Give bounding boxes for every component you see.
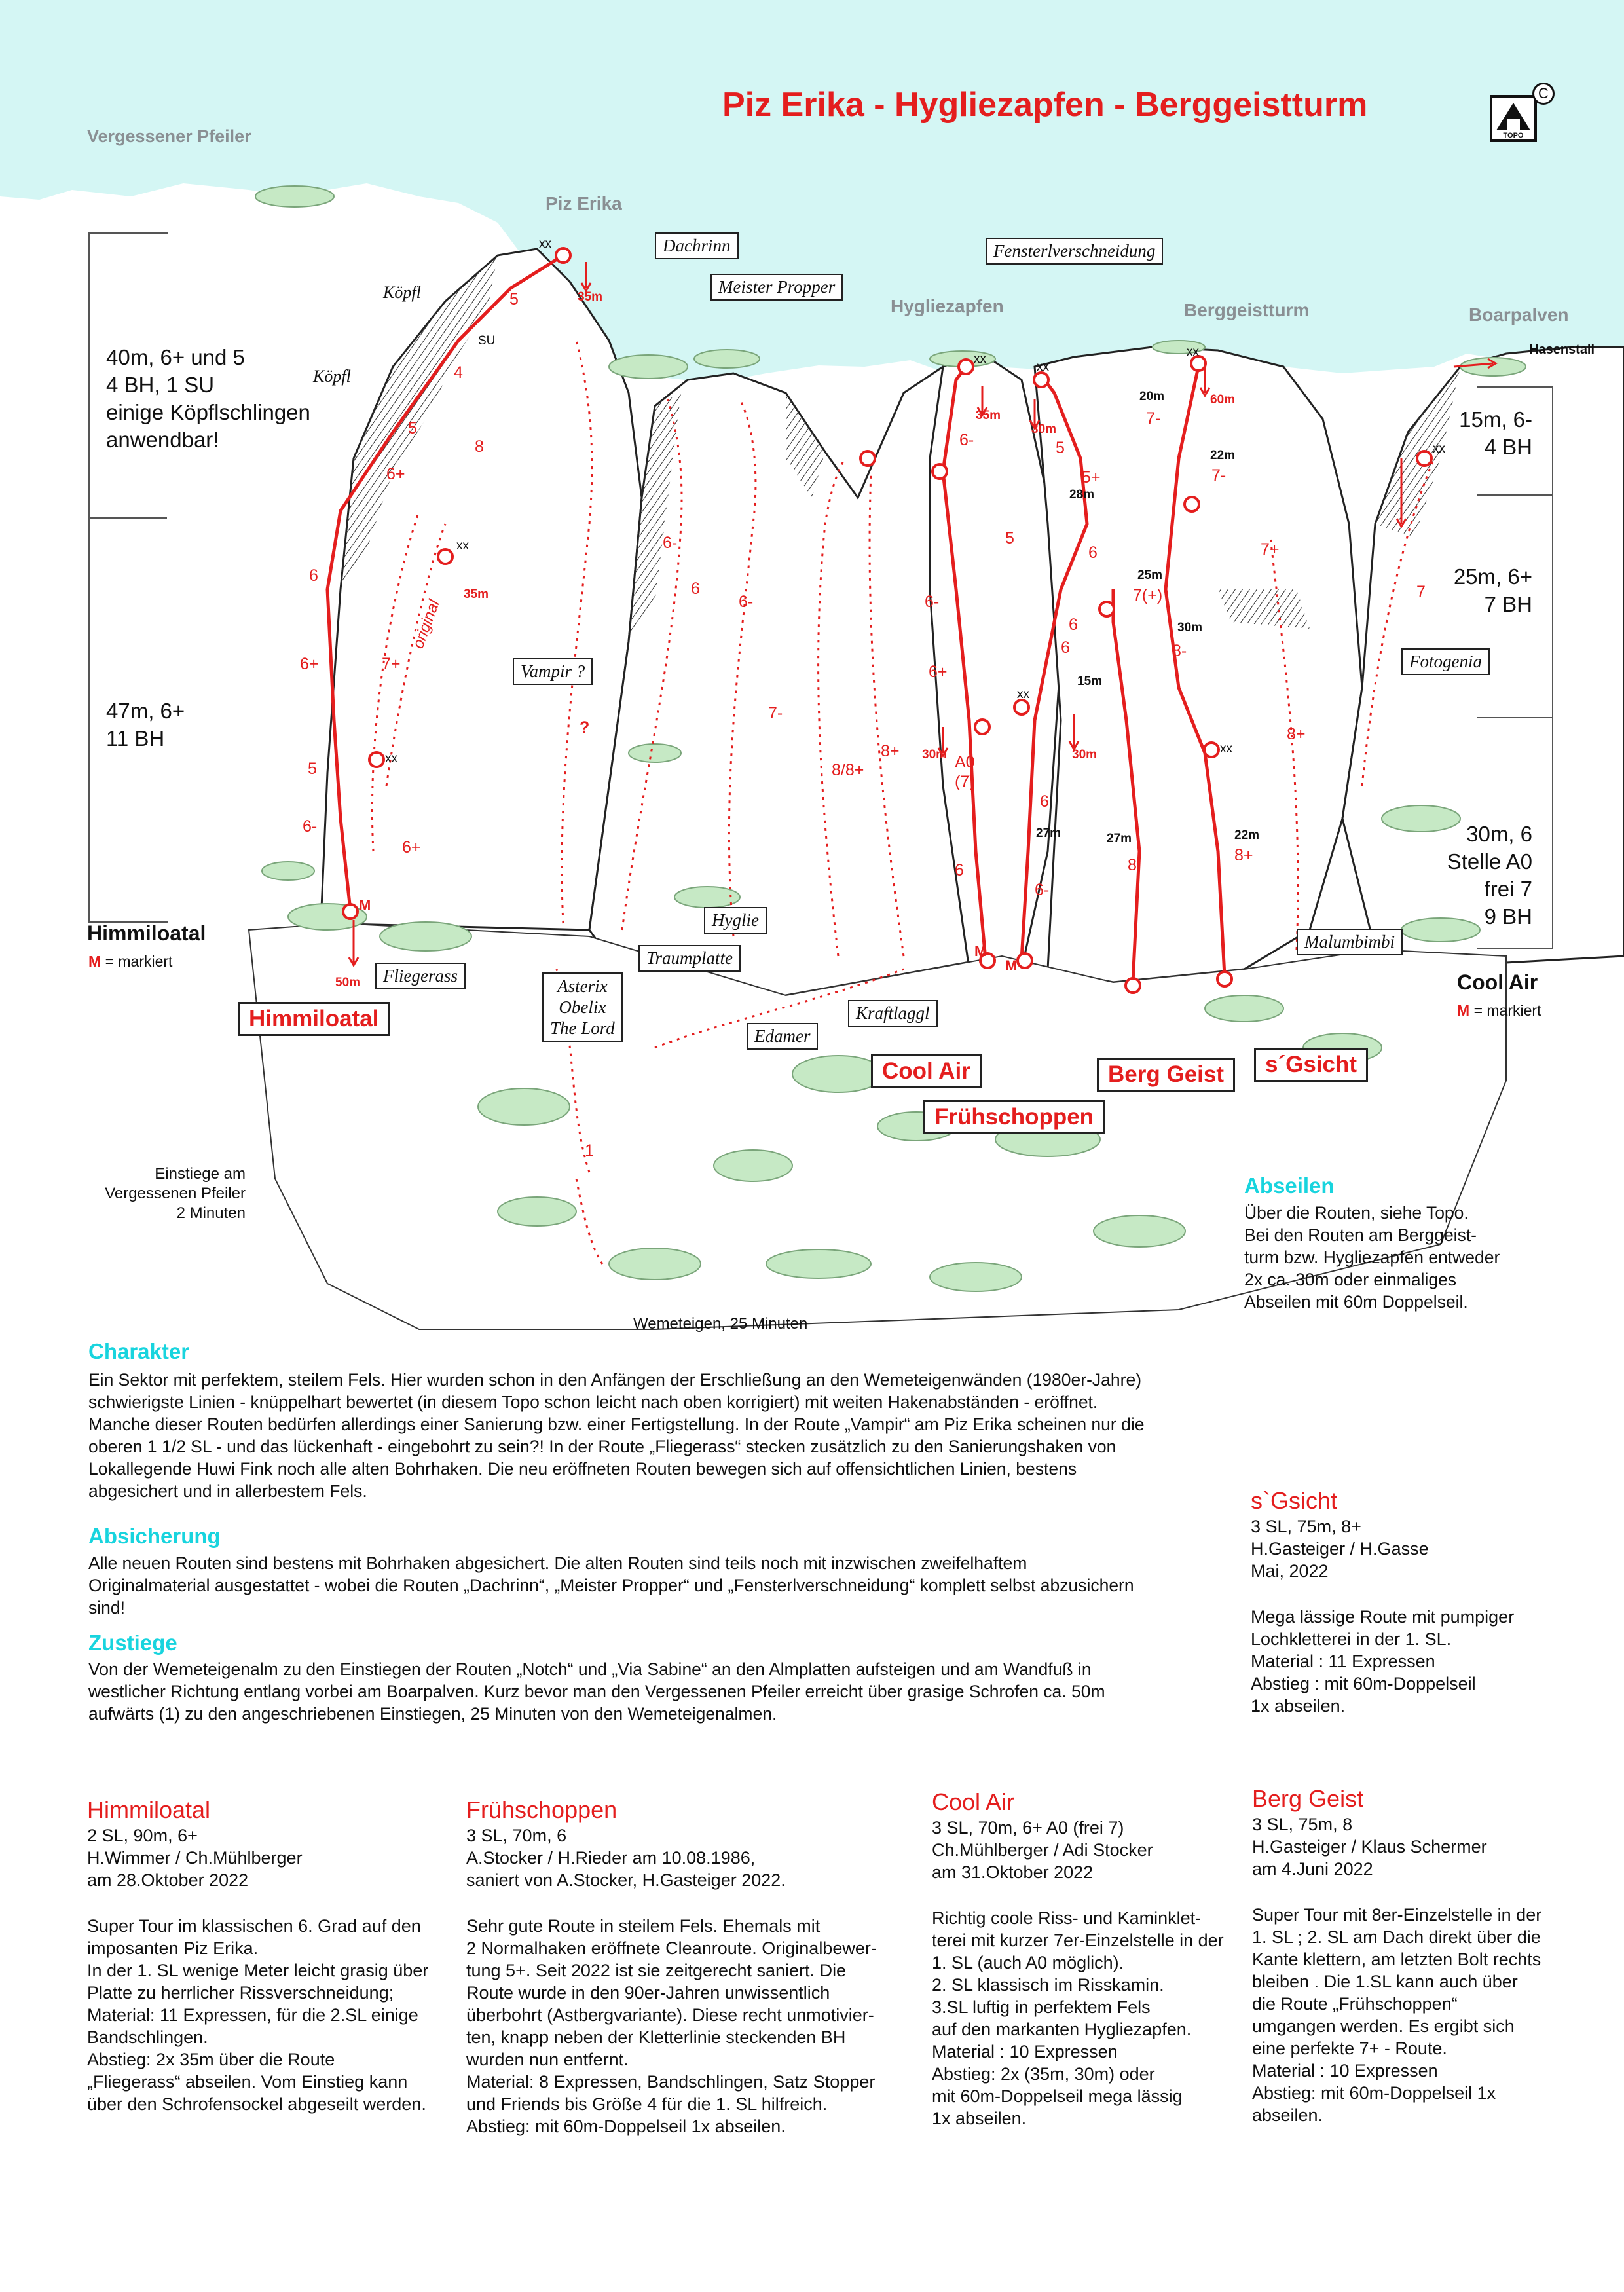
route-cool-air: Cool Air 3 SL, 70m, 6+ A0 (frei 7) Ch.Mühlberger / Adi Stocker am 31.Oktober 2022 Richtig coole Riss- und Kaminklet- terei mit kurzer 7er-Einzelstelle in der 1. SL (auch A0 möglich). 2. SL klassisch im Risskamin. 3.SL luftig in perfektem Fels auf den markanten Hygliezapfen. Material : 10 Expressen Abstieg: 2x (35m, 30m) oder mit 60m-Doppelseil mega lässig 1x abseilen. [932,1788,1233,2130]
grade-mark: 6 [691,580,700,598]
grade-mark: 6+ [929,663,948,681]
grade-mark: 7(+) [1133,586,1163,604]
length-mark: 22m [1210,449,1236,462]
grade-mark: 6- [959,431,974,449]
left-info-bracket [88,232,168,923]
belay-label: xx [1433,442,1445,456]
abseilen-heading: Abseilen [1244,1174,1335,1198]
length-mark: 20m [1139,390,1165,403]
grade-mark: 6+ [386,465,405,483]
grade-mark: 7+ [1261,540,1280,559]
svg-text:M: M [1005,957,1018,974]
route-sgsicht: s`Gsicht 3 SL, 75m, 8+ H.Gasteiger / H.Gasse Mai, 2022 Mega lässige Route mit pumpiger Lochkletterei in der 1. SL. Material : 11 Expressen Abstieg : mit 60m-Doppelseil 1x abseilen. [1251,1487,1526,1717]
route-name: Cool Air [932,1788,1015,1815]
grade-mark: 5 [308,760,317,778]
route-name: Himmiloatal [87,1796,211,1823]
grade-mark: 7- [1211,466,1227,485]
left-area-name: Himmiloatal [87,921,206,945]
grade-mark: 6- [739,593,754,611]
logo-text: TOPO [1503,132,1524,139]
label-edamer: Edamer [747,1023,818,1050]
grade-mark: 6- [663,534,678,552]
grade-mark: 5 [408,419,417,437]
absicherung-text: Alle neuen Routen sind bestens mit Bohrhaken abgesichert. Die alten Routen sind teils noch mit inzwischen zweifelhaftem Originalmaterial ausgestattet - wobei die Routen „Dachrinn“, „Meister Propper“ und „Fensterlverschneidung“ komplett selbst abzusichern sind! [88,1553,1134,1617]
grade-mark: 6 [1088,544,1098,562]
left-info-bottom: 47m, 6+ 11 BH [106,699,185,750]
belay-label: xx [1220,742,1232,756]
svg-text:M: M [974,943,987,959]
grade-mark: 6+ [402,838,421,857]
peak-hygliezapfen: Hygliezapfen [891,296,1004,316]
grade-mark: 5 [509,290,519,308]
label-fruehschoppen: Frühschoppen [923,1100,1105,1134]
grade-mark: 4 [454,363,463,382]
grade-mark: 5 [1005,529,1014,547]
length-mark: 35m [464,587,489,601]
label-koepfl-1: Köpfl [383,283,421,302]
label-fensterlverschneidung: Fensterlverschneidung [986,238,1163,265]
length-mark: 35m [976,409,1001,422]
grade-mark: 6 [309,566,318,585]
length-mark: 50m [335,976,361,989]
access-einstiege: Einstiege am Vergessenen Pfeiler 2 Minuten [105,1165,246,1222]
right-info-p3: 30m, 6 Stelle A0 frei 7 9 BH [1447,822,1532,929]
route-name: Berg Geist [1252,1785,1364,1812]
peak-piz-erika: Piz Erika [545,193,622,213]
grade-mark: 6 [1069,616,1078,634]
grade-mark: 8+ [881,742,900,760]
label-berg-geist: Berg Geist [1097,1058,1235,1092]
charakter-heading: Charakter [88,1339,190,1363]
length-mark: 22m [1234,828,1260,842]
label-malumbimbi: Malumbimbi [1297,929,1403,955]
charakter-text: Ein Sektor mit perfektem, steilem Fels. Hier wurden schon in den Anfängen der Erschließung an den Wemeteigenwänden (1980er-Jahre) schwierigste Linien - knüppelhart bewertet (in diesem Topo schon leicht nach oben korrigiert) mit weiten Hakenabständen - eröffnet. Manche dieser Routen bedürfen allerdings einer Sanierung bzw. einer Fertigstellung. In der Route „Vampir“ am Piz Erika scheinen nur die oberen 1 1/2 SL - und das lückenhaft - eingebohrt zu sein?! In der Route „Fliegerass“ stecken zusätzlich zu den Sanierungshaken von Lokallegende Huwi Fink noch alle alten Bohrhaken. Die neu eröffneten Routen bewegen sich auf offensichtlichen Linien, bestens abgesichert und in allerbestem Fels. [88,1370,1145,1501]
length-mark: 30m [922,748,948,762]
route-fruehschoppen: Frühschoppen 3 SL, 70m, 6 A.Stocker / H.Rieder am 10.08.1986, saniert von A.Stocker, H.Gasteiger 2022. Sehr gute Route in steilem Fels. Ehemals mit 2 Normalhaken eröffnete Cleanroute. Originalbewer- tung 5+. Seit 2022 ist sie zeitgerecht saniert. Die Route wurde in den 90er-Jahren unwissentlich überbohrt (Astbergvariante). Diese recht unmotivier- ten, knapp neben der Kletterlinie steckenden BH wurden nun entfernt. Material: 8 Expressen, Bandschlingen, Satz Stopper und Friends bis Größe 4 für die 1. SL hilfreich. Abstieg: mit 60m-Doppelseil 1x abseilen. [466,1796,912,2137]
left-marker-legend: M = markiert [88,953,173,970]
label-himmiloatal: Himmiloatal [238,1002,390,1036]
grade-mark: 6+ [300,655,319,673]
label-traumplatte: Traumplatte [638,945,741,972]
a0-free-label: (7) [955,773,975,791]
grade-mark: ? [580,718,590,737]
route-himmiloatal: Himmiloatal 2 SL, 90m, 6+ H.Wimmer / Ch.Mühlberger am 28.Oktober 2022 Super Tour im klassischen 6. Grad auf den imposanten Piz Erika. In der 1. SL wenige Meter leicht grasig über Platte zu herrlicher Rissverschneidung; Material: 11 Expressen, für die 2.SL einige Bandschlingen. Abstieg: 2x 35m über die Route „Fliegerass“ abseilen. Vom Einstieg kann über den Schrofensockel abgeseilt werden. [87,1796,454,2115]
grade-mark: 8 [475,437,484,456]
route-berg-geist: Berg Geist 3 SL, 75m, 8 H.Gasteiger / Klaus Schermer am 4.Juni 2022 Super Tour mit 8er-Einzelstelle in der 1. SL ; 2. SL am Dach direkt über die Kante klettern, am letzten Bolt rechts bleiben . Die 1.SL kann auch über die Route „Frühschoppen“ umgangen werden. Es ergibt sich eine perfekte 7+ - Route. Material : 10 Expressen Abstieg: mit 60m-Doppelseil 1x abseilen. [1252,1784,1560,2126]
label-vampir: Vampir ? [513,658,593,685]
length-mark: 35m [578,290,603,304]
belay-label: xx [1037,360,1049,374]
belay-label: xx [456,539,469,553]
su-label: SU [478,334,496,348]
grade-mark: 1 [585,1141,594,1160]
grade-mark: 6- [1035,881,1050,899]
length-mark: 27m [1107,832,1132,845]
route-description: Sehr gute Route in steilem Fels. Ehemals mit 2 Normalhaken eröffnete Cleanroute. Originalbewer- tung 5+. Seit 2022 ist sie zeitgerecht saniert. Die Route wurde in den 90er-Jahren unwissentlich überbohrt (Astbergvariante). Diese recht unmotivier- ten, knapp neben der Kletterlinie steckenden BH wurden nun entfernt. Material: 8 Expressen, Bandschlingen, Satz Stopper und Friends bis Größe 4 für die 1. SL hilfreich. Abstieg: mit 60m-Doppelseil 1x abseilen. [466,1916,877,2136]
grade-mark: 6 [1040,792,1049,811]
left-info-divider [88,517,167,519]
label-kraftlaggl: Kraftlaggl [848,1000,938,1027]
right-info-divider-1 [1477,494,1552,496]
grade-mark: 5+ [1082,468,1101,487]
right-info-p1: 15m, 6- 4 BH [1459,407,1532,459]
length-mark: 60m [1210,393,1236,407]
belay-label: xx [1017,688,1029,701]
copyright-mark: C [1532,83,1555,105]
svg-text:M: M [359,897,371,914]
grade-mark: 8+ [1287,725,1306,743]
length-mark: 30m [1031,422,1057,436]
right-area-name: Cool Air [1457,970,1538,994]
length-mark: 30m [1072,748,1098,762]
route-description: Super Tour mit 8er-Einzelstelle in der 1. SL ; 2. SL am Dach direkt über die Kante klettern, am letzten Bolt rechts bleiben . Die 1.SL kann auch über die Route „Frühschoppen“ umgangen werden. Es ergibt sich eine perfekte 7+ - Route. Material : 10 Expressen Abstieg: mit 60m-Doppelseil 1x abseilen. [1252,1905,1542,2125]
access-wemeteigen: Wemeteigen, 25 Minuten [633,1315,808,1333]
zustiege-text: Von der Wemeteigenalm zu den Einstiegen der Routen „Notch“ und „Via Sabine“ an den Almplatten aufsteigen und am Wandfuß in westlicher Richtung entlang vorbei am Boarpalven. Kurz bevor man den Vergessenen Pfeiler erreicht über grasige Schrofen ca. 50m aufwärts (1) zu den angeschriebenen Einstiegen, 25 Minuten von den Wemeteigenalmen. [88,1659,1105,1724]
sky-area [0,0,1624,383]
belay-label: xx [385,752,397,766]
route-name: Frühschoppen [466,1796,618,1823]
route-description: Richtig coole Riss- und Kaminklet- terei mit kurzer 7er-Einzelstelle in der 1. SL (auch A0 möglich). 2. SL klassisch im Risskamin. 3.SL luftig in perfektem Fels auf den markanten Hygliezapfen. Material : 10 Expressen Abstieg: 2x (35m, 30m) oder mit 60m-Doppelseil mega lässig 1x abseilen. [932,1908,1224,2128]
label-meister-propper: Meister Propper [710,274,843,301]
label-fotogenia: Fotogenia [1401,648,1490,675]
right-marker-legend: M = markiert [1457,1002,1541,1019]
belay-label: xx [1187,345,1199,359]
grade-mark: 7- [768,704,783,722]
peak-berggeistturm: Berggeistturm [1184,300,1310,320]
length-mark: 27m [1036,826,1061,840]
grade-mark: 8- [1172,642,1187,660]
label-dachrinn: Dachrinn [655,232,739,259]
grade-mark: 6- [925,593,940,611]
label-hyglie: Hyglie [704,907,767,934]
length-mark: 25m [1137,568,1163,582]
length-mark: 15m [1077,675,1103,688]
length-mark: 28m [1069,488,1095,502]
grade-mark: 6 [1061,638,1070,657]
length-mark: 30m [1177,621,1203,635]
grade-mark: 7 [1416,583,1426,601]
route-description: Mega lässige Route mit pumpiger Lochkletterei in der 1. SL. Material : 11 Expressen Abstieg : mit 60m-Doppelseil 1x abseilen. [1251,1607,1515,1716]
belay-label: xx [539,237,551,251]
topo-logo [1490,95,1537,142]
grade-mark: 8/8+ [832,761,864,779]
abseilen-text: Über die Routen, siehe Topo. Bei den Routen am Berggeist- turm bzw. Hygliezapfen entweder 2x ca. 30m oder einmaliges Abseilen mit 60m Doppelseil. [1244,1203,1500,1312]
grade-mark: 8+ [1234,846,1253,864]
belay-label: xx [974,352,986,366]
berggeistturm-rock [1035,347,1362,982]
peak-vergessener-pfeiler: Vergessener Pfeiler [87,126,251,146]
grade-mark: 7- [1146,409,1161,428]
label-cool-air: Cool Air [871,1054,982,1088]
route-description: Super Tour im klassischen 6. Grad auf den imposanten Piz Erika. In der 1. SL wenige Meter leicht grasig über Platte zu herrlicher Rissverschneidung; Material: 11 Expressen, für die 2.SL einige Bandschlingen. Abstieg: 2x 35m über die Route „Fliegerass“ abseilen. Vom Einstieg kann über den Schrofensockel abgeseilt werden. [87,1916,429,2114]
grade-mark: 6 [955,861,964,879]
label-original: original [409,597,443,652]
right-info-divider-2 [1477,717,1552,718]
label-asterix: Asterix Obelix The Lord [542,972,623,1042]
absicherung-heading: Absicherung [88,1524,221,1548]
peak-boarpalven: Boarpalven [1469,305,1569,325]
page-title: Piz Erika - Hygliezapfen - Berggeistturm [722,86,1368,124]
right-info-p2: 25m, 6+ 7 BH [1453,564,1532,616]
zustiege-heading: Zustiege [88,1631,177,1655]
topo-logo-icon [1492,100,1534,133]
label-sgsicht: s´Gsicht [1254,1048,1368,1082]
grade-mark: 8 [1128,856,1137,874]
grade-mark: 7+ [382,655,401,673]
label-fliegerass: Fliegerass [375,963,466,989]
a0-label: A0 [955,753,975,771]
grade-mark: 6- [303,817,318,836]
left-info-top: 40m, 6+ und 5 4 BH, 1 SU einige Köpflschlingen anwendbar! [106,345,310,452]
label-koepfl-2: Köpfl [313,367,351,386]
grade-mark: 5 [1056,439,1065,457]
peak-hasenstall: Hasenstall [1529,342,1595,357]
route-name: s`Gsicht [1251,1487,1338,1514]
